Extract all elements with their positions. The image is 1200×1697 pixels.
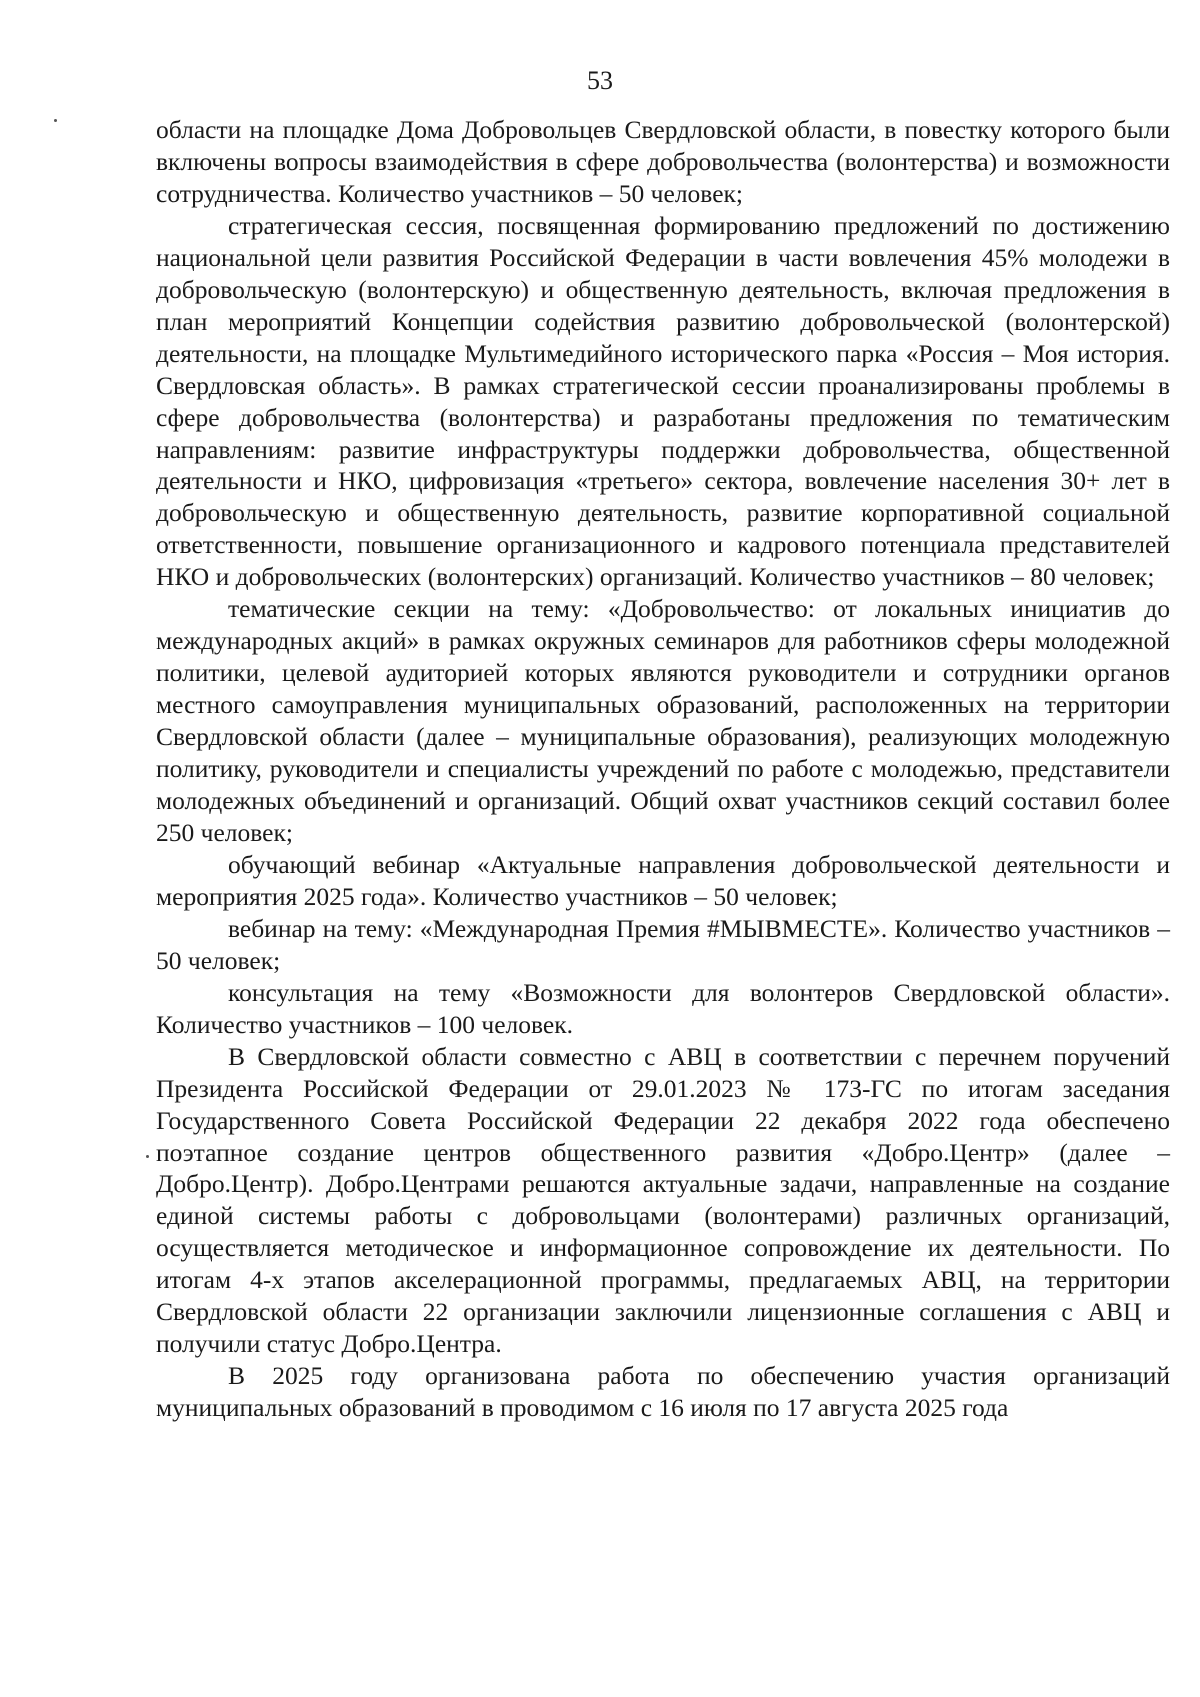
paragraph-continuation: области на площадке Дома Добровольцев Свердловской области, в повестку которого были включены вопросы взаимодействия в сфере добровольчества (волонтерства) и возможности сотрудничества. Количество участников – 50 человек; [156,115,1170,208]
document-body [156,114,1170,1424]
paragraph-thematic-sections: тематические секции на тему: «Добровольчество: от локальных инициатив до международных акций» в рамках окружных семинаров для работников сферы молодежной политики, целевой аудиторией которых являются руководители и сотрудники органов местного самоуправления муниципальных образований, расположенных на территории Свердловской области (далее – муниципальные образования), реализующих молодежную политику, руководители и специалисты учреждений по работе с молодежью, представители молодежных объединений и организаций. Общий охват участников секций составил более 250 человек; [156,594,1170,847]
paragraph-strategic-session: стратегическая сессия, посвященная формированию предложений по достижению национальной цели развития Российской Федерации в части вовлечения 45% молодежи в добровольческую (волонтерскую) и общественную деятельность, включая предложения в план мероприятий Концепции содействия развитию добровольческой (волонтерской) деятельности, на площадке Мультимедийного исторического парка «Россия – Моя история. Свердловская область». В рамках стратегической сессии проанализированы проблемы в сфере добровольчества (волонтерства) и разработаны предложения по тематическим направлениям: развитие инфраструктуры поддержки добровольчества, общественной деятельности и НКО, цифровизация «третьего» сектора, вовлечение населения 30+ лет в добровольческую и общественную деятельность, развитие корпоративной социальной ответственности, повышение организационного и кадрового потенциала представителей НКО и добровольческих (волонтерских) организаций. Количество участников – 80 человек; [156,210,1170,592]
paragraph-dobro-center: В Свердловской области совместно с АВЦ в соответствии с перечнем поручений Президента Российской Федерации от 29.01.2023 № 173-ГС по итогам заседания Государственного Совета Российской Федерации 22 декабря 2022 года обеспечено поэтапное создание центров общественного развития «Добро.Центр» (далее – Добро.Центр). Добро.Центрами решаются актуальные задачи, направленные на создание единой системы работы с добровольцами (волонтерами) различных организаций, осуществляется методическое и информационное сопровождение их деятельности. По итогам 4-х этапов акселерационной программы, предлагаемых АВЦ, на территории Свердловской области 22 организации заключили лицензионные соглашения с АВЦ и получили статус Добро.Центра. [156,1041,1170,1359]
scan-speck [54,119,57,122]
paragraph-2025-work: В 2025 году организована работа по обеспечению участия организаций муниципальных образований в проводимом с 16 июля по 17 августа 2025 года [156,1361,1170,1423]
paragraph-premium-webinar: вебинар на тему: «Международная Премия #МЫВМЕСТЕ». Количество участников – 50 человек; [156,913,1170,975]
scan-speck [146,1155,149,1158]
paragraph-consultation: консультация на тему «Возможности для волонтеров Свердловской области». Количество участников – 100 человек. [156,977,1170,1039]
paragraph-training-webinar: обучающий вебинар «Актуальные направления добровольческой деятельности и мероприятия 2025 года». Количество участников – 50 человек; [156,849,1170,911]
page-number: 53 [587,66,613,95]
